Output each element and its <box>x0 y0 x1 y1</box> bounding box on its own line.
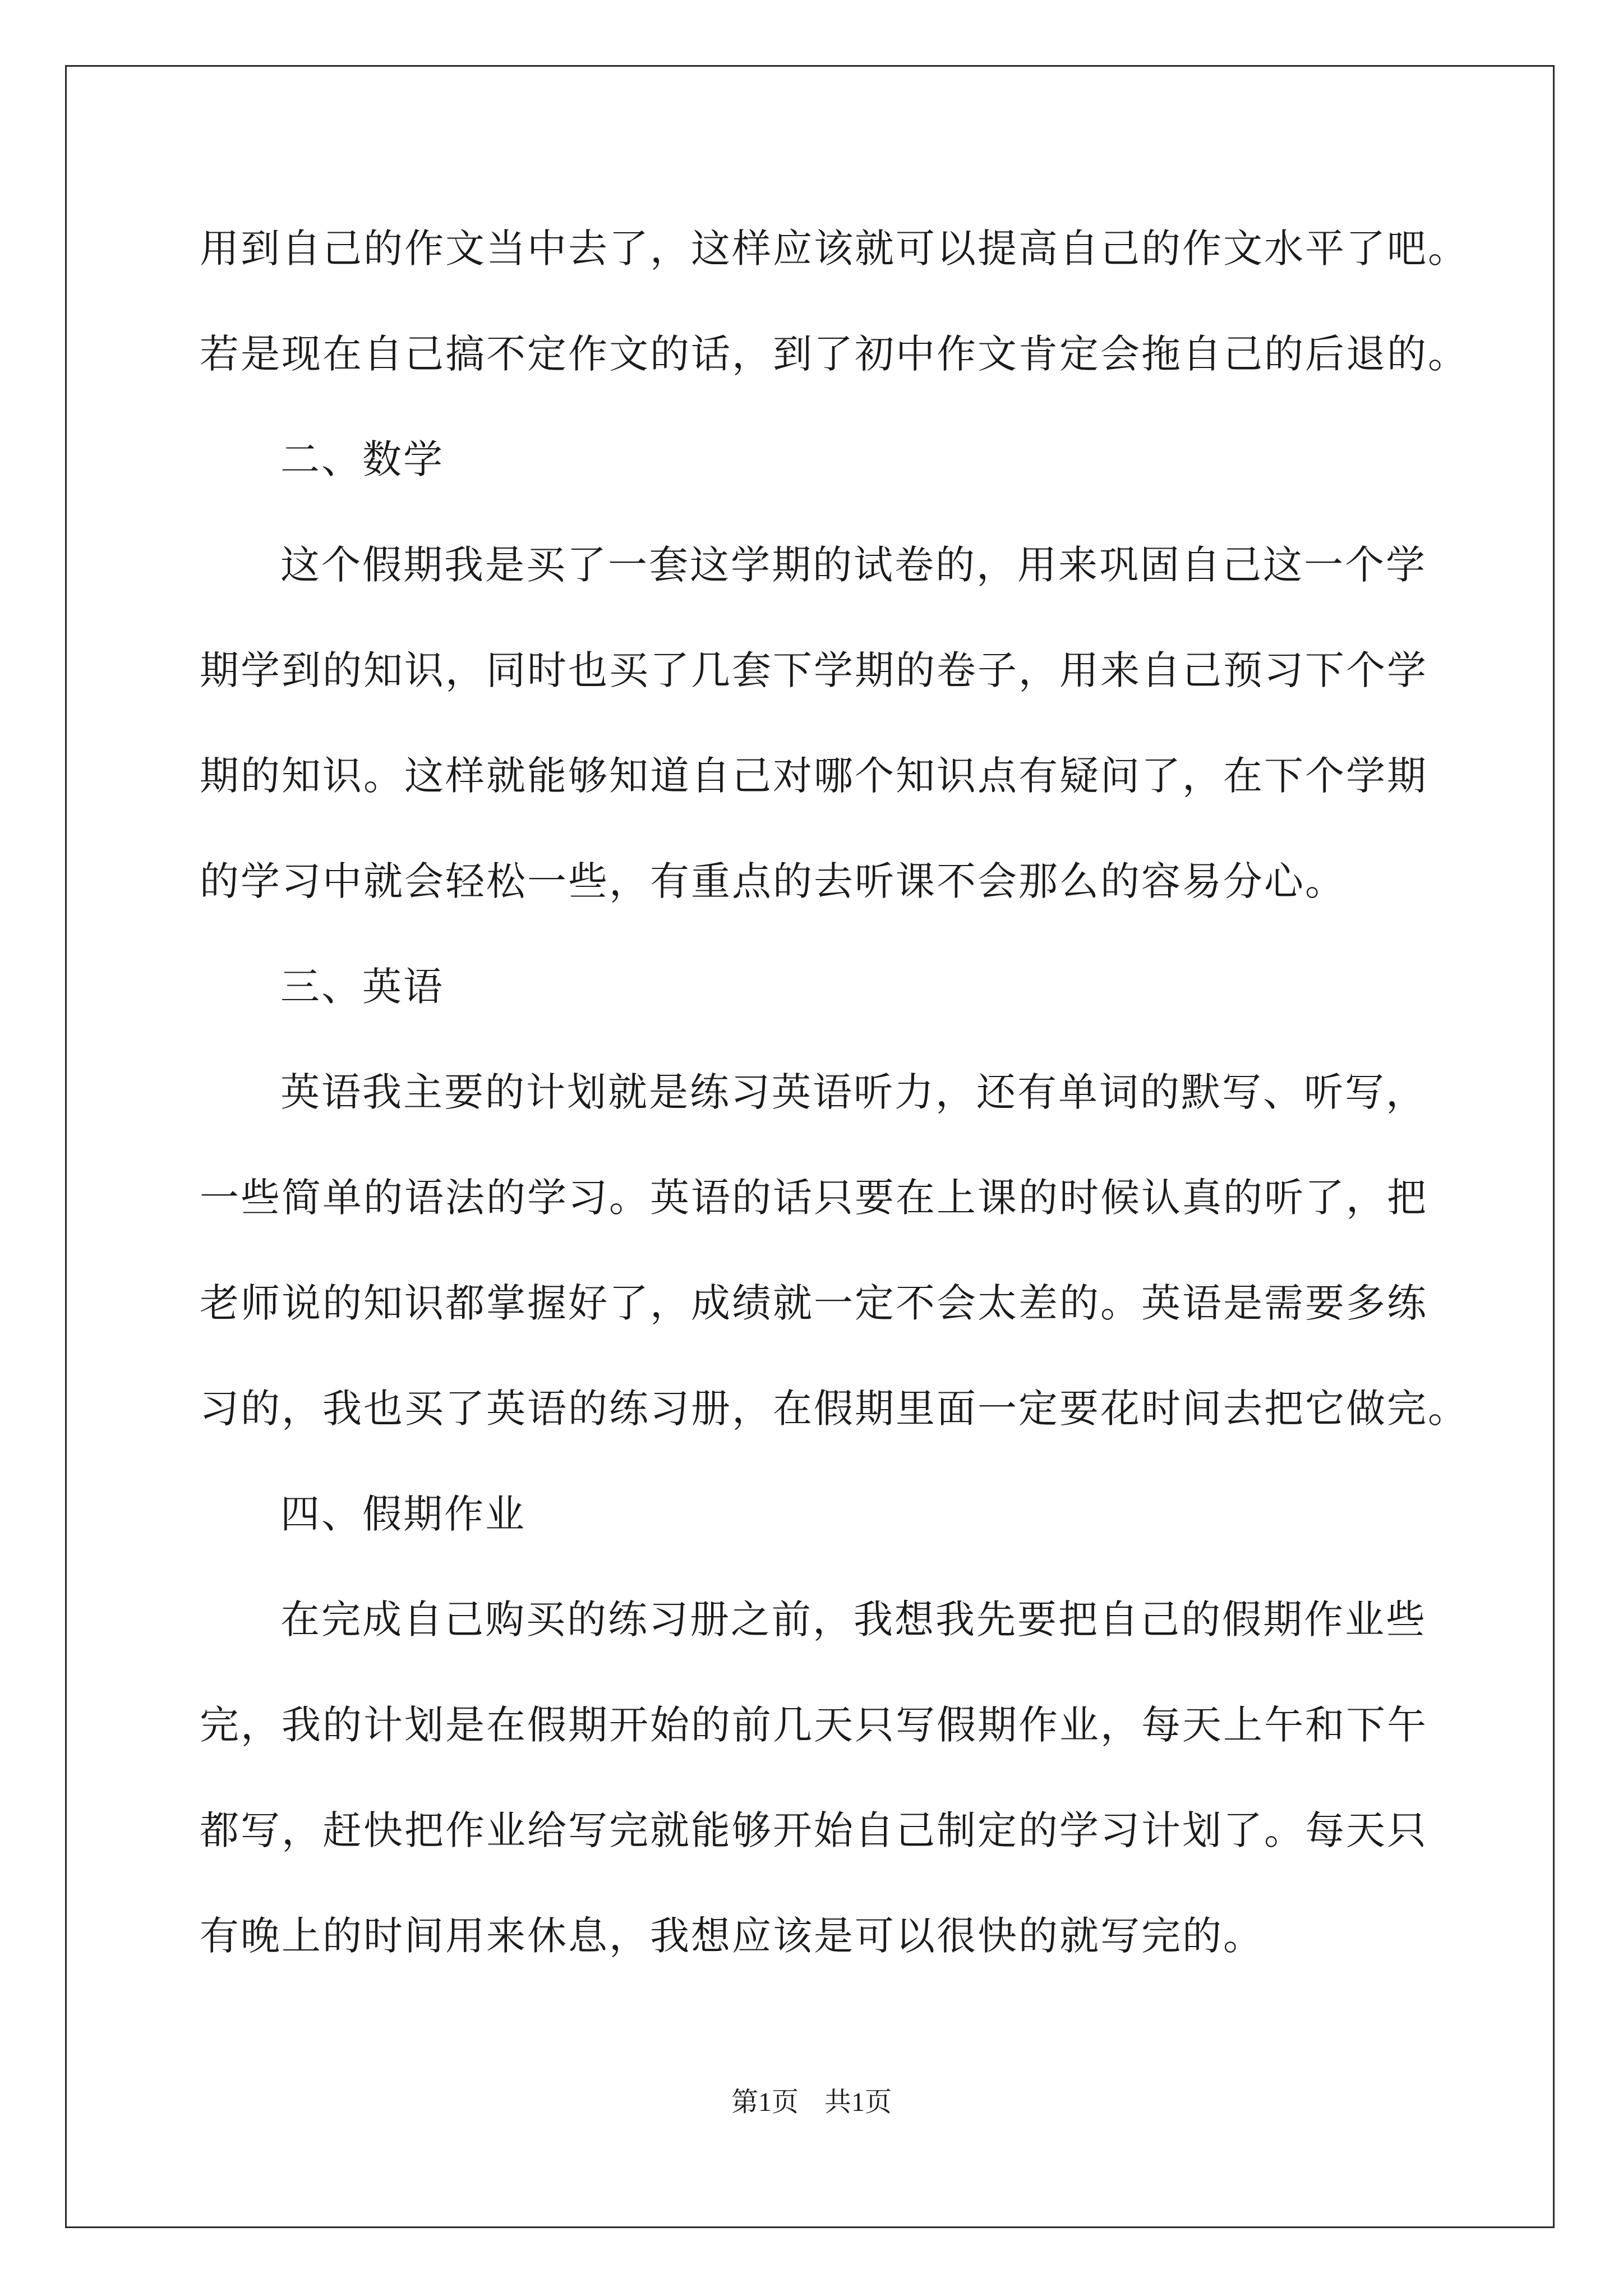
text-line: 二、数学 <box>280 436 444 482</box>
text-line: 期的知识。这样就能够知道自己对哪个知识点有疑问了，在下个学期 <box>200 753 1428 799</box>
text-line: 习的，我也买了英语的练习册，在假期里面一定要花时间去把它做完。 <box>200 1386 1469 1432</box>
text-line: 英语我主要的计划就是练习英语听力，还有单词的默写、听写， <box>280 1069 1427 1115</box>
text-line: 都写，赶快把作业给写完就能够开始自己制定的学习计划了。每天只 <box>200 1807 1428 1853</box>
text-line: 完，我的计划是在假期开始的前几天只写假期作业，每天上午和下午 <box>200 1702 1428 1748</box>
text-line: 若是现在自己搞不定作文的话，到了初中作文肯定会拖自己的后退的。 <box>200 331 1469 377</box>
page-number: 第1页 <box>731 2087 799 2117</box>
page-count: 共1页 <box>824 2087 892 2117</box>
text-line: 用到自己的作文当中去了，这样应该就可以提高自己的作文水平了吧。 <box>200 226 1469 272</box>
text-line: 期学到的知识，同时也买了几套下学期的卷子，用来自己预习下个学 <box>200 647 1428 693</box>
text-line: 四、假期作业 <box>280 1491 526 1537</box>
text-line: 在完成自己购买的练习册之前，我想我先要把自己的假期作业些 <box>280 1596 1427 1642</box>
text-line: 这个假期我是买了一套这学期的试卷的，用来巩固自己这一个学 <box>280 542 1427 588</box>
text-line: 三、英语 <box>280 964 444 1010</box>
page-border <box>65 65 1555 2228</box>
text-line: 老师说的知识都掌握好了，成绩就一定不会太差的。英语是需要多练 <box>200 1280 1428 1326</box>
text-line: 有晚上的时间用来休息，我想应该是可以很快的就写完的。 <box>200 1913 1264 1959</box>
text-line: 一些简单的语法的学习。英语的话只要在上课的时候认真的听了，把 <box>200 1175 1428 1221</box>
page-footer <box>0 2086 1623 2119</box>
text-line: 的学习中就会轻松一些，有重点的去听课不会那么的容易分心。 <box>200 858 1346 904</box>
